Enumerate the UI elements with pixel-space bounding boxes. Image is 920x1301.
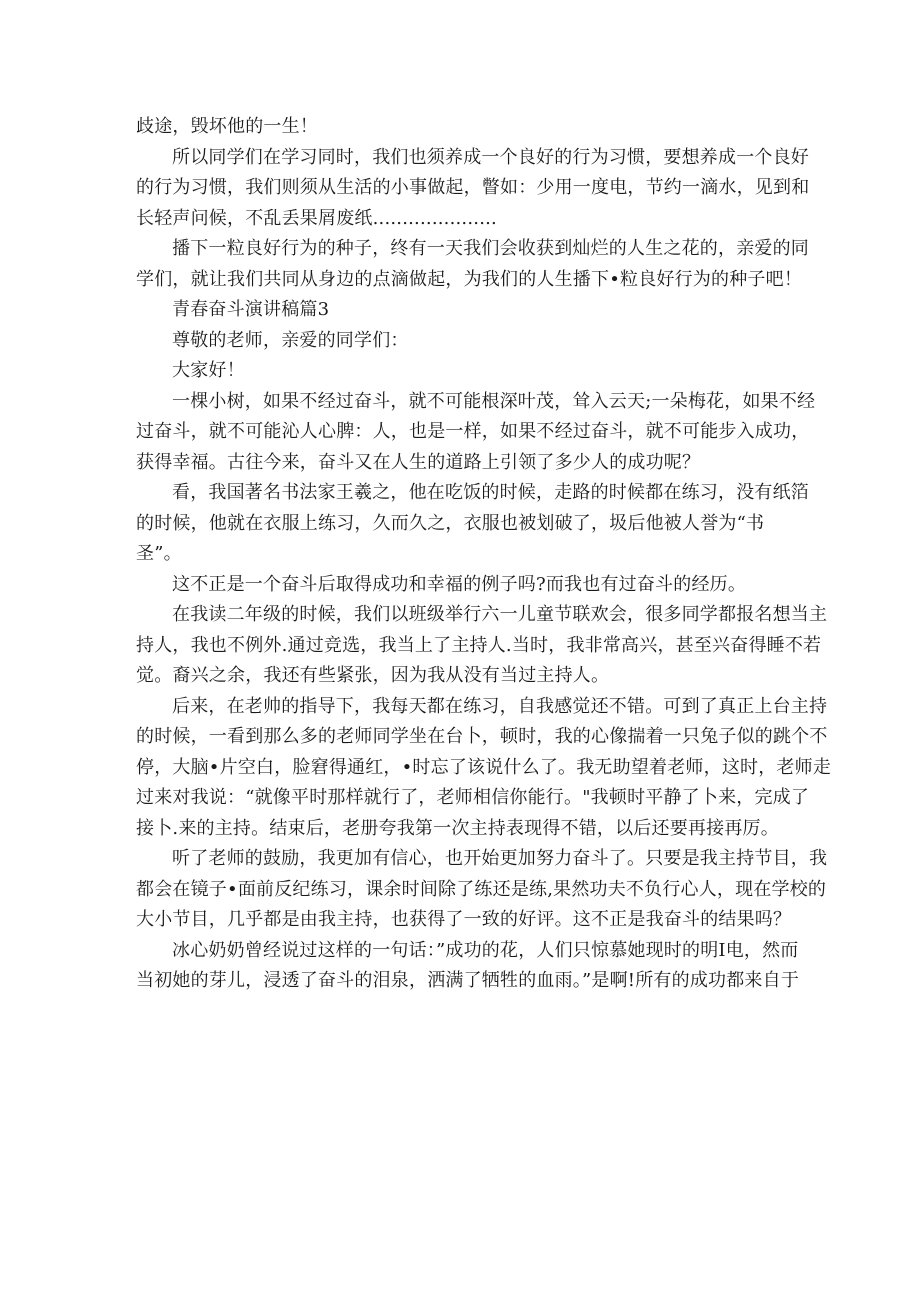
text-line: 冰心奶奶曾经说过这样的一句话：”成功的花，人们只惊慕她现时的明I电，然而 xyxy=(172,939,799,961)
text-line: 学们，就让我们共同从身边的点滴做起，为我们的人生播下•粒良好行为的种子吧！ xyxy=(136,268,803,290)
text-line: 一棵小树，如果不经过奋斗，就不可能根深叶茂，耸入云天;一朵梅花，如果不经 xyxy=(172,390,816,412)
text-line: 过奋斗，就不可能沁人心脾：人，也是一样，如果不经过奋斗，就不可能步入成功， xyxy=(136,421,810,442)
text-line: 当初她的芽儿，浸透了奋斗的泪泉，洒满了牺牲的血雨。”是啊!所有的成功都来自于 xyxy=(136,970,800,991)
document-body xyxy=(136,112,832,997)
text-line: 看，我国著名书法家王羲之，他在吃饭的时候，走路的时候都在练习，没有纸箔 xyxy=(172,482,809,503)
text-line: 过来对我说：“就像平时那样就行了，老师相信你能行。"我顿时平静了卜来，完成了 xyxy=(136,787,810,808)
text-line: 听了老师的鼓励，我更加有信心，也开始更加努力奋斗了。只要是我主持节目，我 xyxy=(172,848,828,869)
text-line: 停，大脑•片空白，脸窘得通红，•时忘了该说什么了。我无助望着老师，这时，老师走 xyxy=(136,756,832,778)
text-line: 的时候，他就在衣服上练习，久而久之，衣服也被划破了，圾后他被人誉为“书 xyxy=(136,512,765,534)
text-line: 歧途，毁坏他的一生！ xyxy=(136,116,318,137)
text-line: 长轻声问候，不乱丢果屑废纸..................... xyxy=(136,207,497,229)
text-line: 所以同学们在学习同时，我们也须养成一个良好的行为习惯，要想养成一个良好 xyxy=(172,146,809,168)
text-line: 这不正是一个奋斗后取得成功和幸福的例子吗?而我也有过奋斗的经历。 xyxy=(172,573,747,595)
text-line: 在我读二年级的时候，我们以班级举行六一儿童节联欢会，很多同学都报名想当主 xyxy=(172,604,828,625)
text-line: 觉。裔兴之余，我还有些紧张，因为我从没有当过主持人。 xyxy=(136,665,610,686)
text-line: 获得幸福。古往今来，奋斗又在人生的道路上引领了多少人的成功呢？ xyxy=(136,451,701,473)
text-line: 接卜.来的主持。结束后，老册夸我第一次主持表现得不错，以后还要再接再厉。 xyxy=(136,817,779,839)
text-line: 的行为习惯，我们则须从生活的小事做起，瞥如：少用一度电，节约一滴水，见到和 xyxy=(136,177,810,198)
text-line: 圣”。 xyxy=(136,543,182,564)
text-line: 播下一粒良好行为的种子，终有一天我们会收获到灿烂的人生之花的，亲爱的同 xyxy=(172,238,809,259)
section-heading: 青春奋斗演讲稿篇3 xyxy=(172,299,330,320)
salutation: 尊敬的老师，亲爱的同学们： xyxy=(172,329,409,351)
text-line: 的时候，一看到那么多的老师同学坐在台卜，顿时，我的心像揣着一只兔子似的跳个不 xyxy=(136,726,828,747)
text-line: 后来，在老帅的指导下，我每天都在练习，自我感觉还不错。可到了真正上台主持 xyxy=(172,695,828,717)
text-line: 都会在镜子•面前反纪练习，课余时间除了练还是练,果然功夫不负行心人，现在学校的 xyxy=(136,878,827,900)
text-line: 大小节目，几乎都是由我主持，也获得了一致的好评。这不正是我奋斗的结果吗？ xyxy=(136,909,792,930)
text-line: 持人，我也不例外.通过竞选，我当上了主持人.当时，我非常高兴，甚至兴奋得睡不若 xyxy=(136,634,822,656)
greeting: 大家好！ xyxy=(172,360,245,381)
